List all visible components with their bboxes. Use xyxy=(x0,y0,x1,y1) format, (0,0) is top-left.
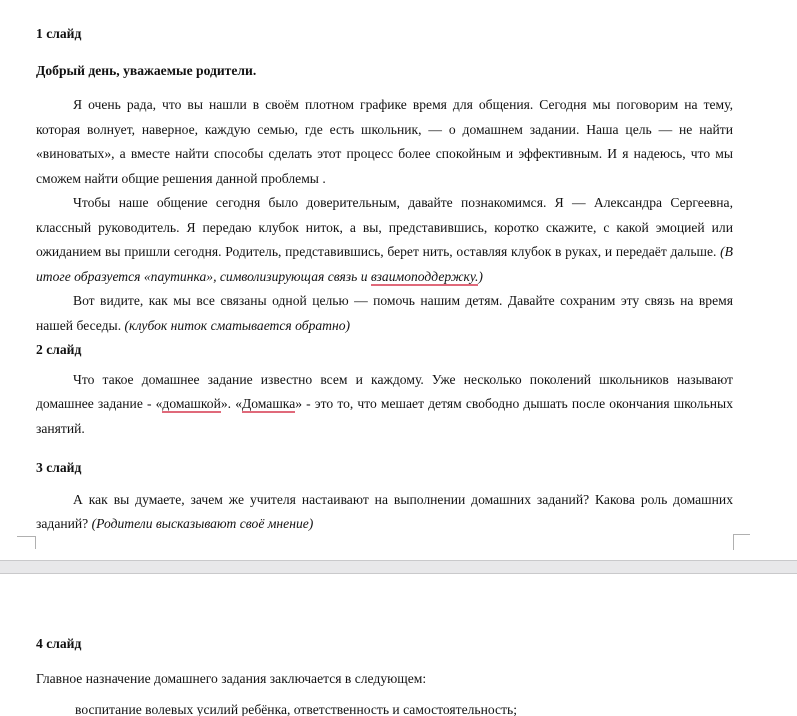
paragraph-acquaintance[interactable] xyxy=(36,191,733,289)
paragraph-homework-purpose[interactable]: Главное назначение домашнего задания заключается в следующем: xyxy=(36,670,427,686)
spellcheck-word-domashka: Домашка xyxy=(241,396,296,411)
list-item-upbringing[interactable]: воспитание волевых усилий ребёнка, ответственность и самостоятельность; xyxy=(75,702,517,716)
stage-direction-web: (В итоге образуется «паутинка», символизирующая связь и xyxy=(36,244,733,284)
paragraph-homework-definition[interactable] xyxy=(36,368,733,442)
page-break-gap xyxy=(0,560,797,574)
spellcheck-word-vzaimopodderzhku: взаимоподдержку. xyxy=(370,268,479,284)
paragraph-homework-post: » - это то, что мешает детям свободно дышать после окончания школьных занятий. xyxy=(36,396,733,436)
paragraph-teachers-question-text: А как вы думаете, зачем же учителя настаивают на выполнении домашних заданий? Какова роль домашних заданий? xyxy=(36,491,733,531)
text-boundary-mark-bottom-left-page1 xyxy=(17,536,36,549)
page-2[interactable] xyxy=(0,574,797,716)
slide-2-heading[interactable]: 2 слайд xyxy=(36,342,82,357)
paragraph-connection-text: Вот видите, как мы все связаны одной целью — помочь нашим детям. Давайте сохраним эту связь на время нашей беседы. xyxy=(36,293,733,333)
paragraph-homework-mid: ». « xyxy=(220,396,242,411)
paragraph-intro[interactable]: Я очень рада, что вы нашли в своём плотном графике время для общения. Сегодня мы поговорим на тему, которая волнует, наверное, каждую семью, где есть школьник, — о домашнем задании. Наша цель — не найти «виноватых», а вместе найти способы сделать этот процесс более спокойным и эффективным. И я надеюсь, что мы сможем найти общие решения данной проблемы . xyxy=(36,97,733,186)
paragraph-homework-pre: Что такое домашнее задание известно всем и каждому. Уже несколько поколений школьников называют домашнее задание - « xyxy=(36,371,733,411)
slide-1-heading[interactable]: 1 слайд xyxy=(36,26,82,41)
stage-direction-ball: (клубок ниток сматывается обратно) xyxy=(124,317,351,333)
stage-direction-parents-opinion: (Родители высказывают своё мнение) xyxy=(91,516,314,531)
slide-4-heading[interactable]: 4 слайд xyxy=(36,636,82,651)
greeting-heading[interactable]: Добрый день, уважаемые родители. xyxy=(36,62,257,78)
paragraph-acquaintance-text: Чтобы наше общение сегодня было доверительным, давайте познакомимся. Я — Александра Сергеевна, классный руководитель. Я передаю клубок ниток, а вы, представившись, коротко скажите, с какой эмоцией или ожиданием вы пришли сегодня. Родитель, представившись, берет нить, оставляя клубок в руках, и передаёт дальше. xyxy=(36,195,733,259)
paragraph-connection[interactable] xyxy=(36,289,733,338)
text-boundary-mark-bottom-right-page1 xyxy=(733,534,750,550)
stage-direction-web-close: ) xyxy=(478,268,483,284)
slide-3-heading[interactable]: 3 слайд xyxy=(36,460,82,475)
paragraph-teachers-question[interactable] xyxy=(36,488,733,537)
spellcheck-word-domashkoy: домашкой xyxy=(162,396,221,411)
